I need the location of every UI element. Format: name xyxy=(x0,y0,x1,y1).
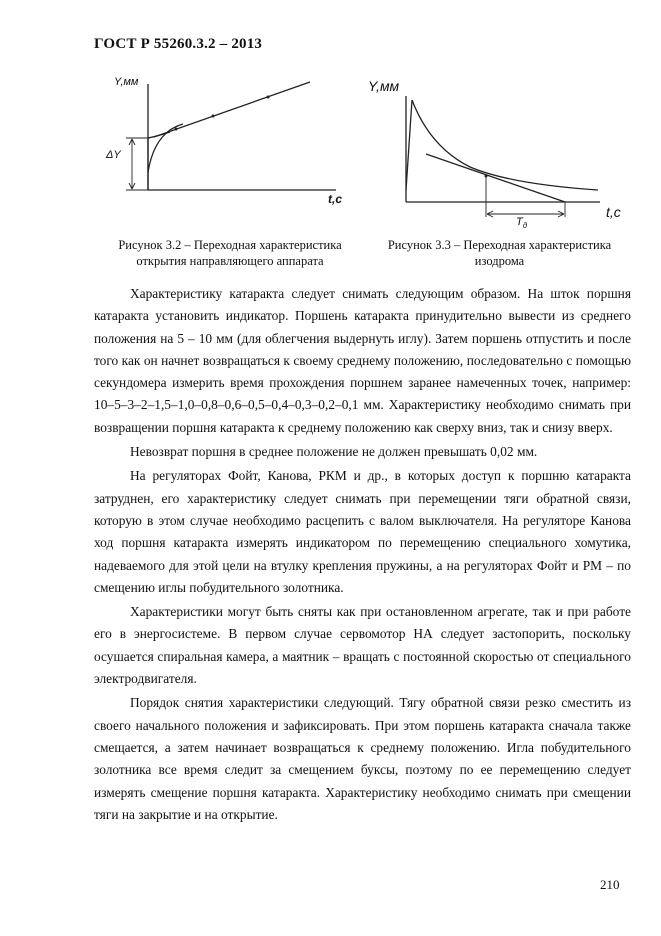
delta-y-label: ΔY xyxy=(106,149,121,161)
td-label xyxy=(516,216,527,230)
tangent-line xyxy=(426,154,565,202)
x-axis-label: t,c xyxy=(328,192,343,206)
paragraph: Невозврат поршня в среднее положение не должен превышать 0,02 мм. xyxy=(130,444,538,460)
figure-3-3-caption xyxy=(372,237,627,269)
x-axis-label: t,c xyxy=(606,204,621,220)
caption-line: открытия направляющего аппарата xyxy=(136,254,324,268)
document-header: ГОСТ Р 55260.3.2 – 2013 xyxy=(94,36,263,52)
y-axis-label: Y,мм xyxy=(114,76,139,88)
transient-curve xyxy=(148,124,183,172)
decay-curve xyxy=(412,100,598,190)
paragraph: Характеристики могут быть сняты как при остановленном агрегате, так и при работе его в энергосистеме. В первом случае сервомотор НА следует застопорить, поскольку осушается спиральная камера, а маятник – вращать с постоянной скоростью от специального электродвигателя. xyxy=(94,604,631,687)
page-number: 210 xyxy=(600,877,620,892)
figure-3-3 xyxy=(360,72,630,237)
body-text xyxy=(94,283,631,828)
y-axis-label: Y,мм xyxy=(368,78,400,94)
paragraph: Порядок снятия характеристики следующий. Тягу обратной связи резко сместить из своего начального положения и зафиксировать. При этом поршень катаракта сначала также смещается, а затем начинает возвращаться к среднему положению. Игла побудительного золотника все время следит за смещением буксы, поэтому по ее перемещению следует измерять смещение поршня катаракта. Характеристику необходимо снимать при смещении тяги на закрытие и на открытие. xyxy=(94,695,631,822)
caption-line: изодрома xyxy=(474,254,525,268)
paragraph: Характеристику катаракта следует снимать следующим образом. На шток поршня катаракта установить индикатор. Поршень катаракта принудительно вывести из среднего положения на 5 – 10 мм (для облегчения выдернуть иглу). Затем поршень отпустить и после того как он начнет возвращаться к своему среднему положению, последовательно с помощью секундомера измерить время прохождения поршнем заранее намеченных точек, например: 10–5–3–2–1,5–1,0–0,8–0,6–0,5–0,4–0,3–0,2–0,1 мм. Характеристику необходимо снимать при возвращении поршня катаракта к среднему положению как сверху вниз, так и снизу вверх. xyxy=(94,286,631,435)
figure-3-2-graph xyxy=(98,72,358,222)
caption-line: Рисунок 3.2 – Переходная характеристика xyxy=(118,238,342,252)
td-label-main: T xyxy=(516,216,523,228)
figure-3-2 xyxy=(98,72,358,222)
figure-3-2-caption xyxy=(100,237,360,269)
td-label-sub: д xyxy=(522,221,528,231)
figure-3-3-graph xyxy=(360,72,630,237)
jump-curve xyxy=(406,100,412,190)
caption-line: Рисунок 3.3 – Переходная характеристика xyxy=(387,238,612,252)
paragraph: На регуляторах Фойт, Канова, РКМ и др., в которых доступ к поршню катаракта затруднен, его характеристику следует снимать при перемещении тяги обратной связи, которую в этом случае необходимо расцепить с валом выключателя. На регуляторе Канова ход поршня катаракта измерять индикатором по перемещению специального хомутика, надеваемого для этой цели на втулку крепления пружины, а на регуляторах Фойт и РМ – по смещению иглы побудительного золотника. xyxy=(94,468,631,595)
